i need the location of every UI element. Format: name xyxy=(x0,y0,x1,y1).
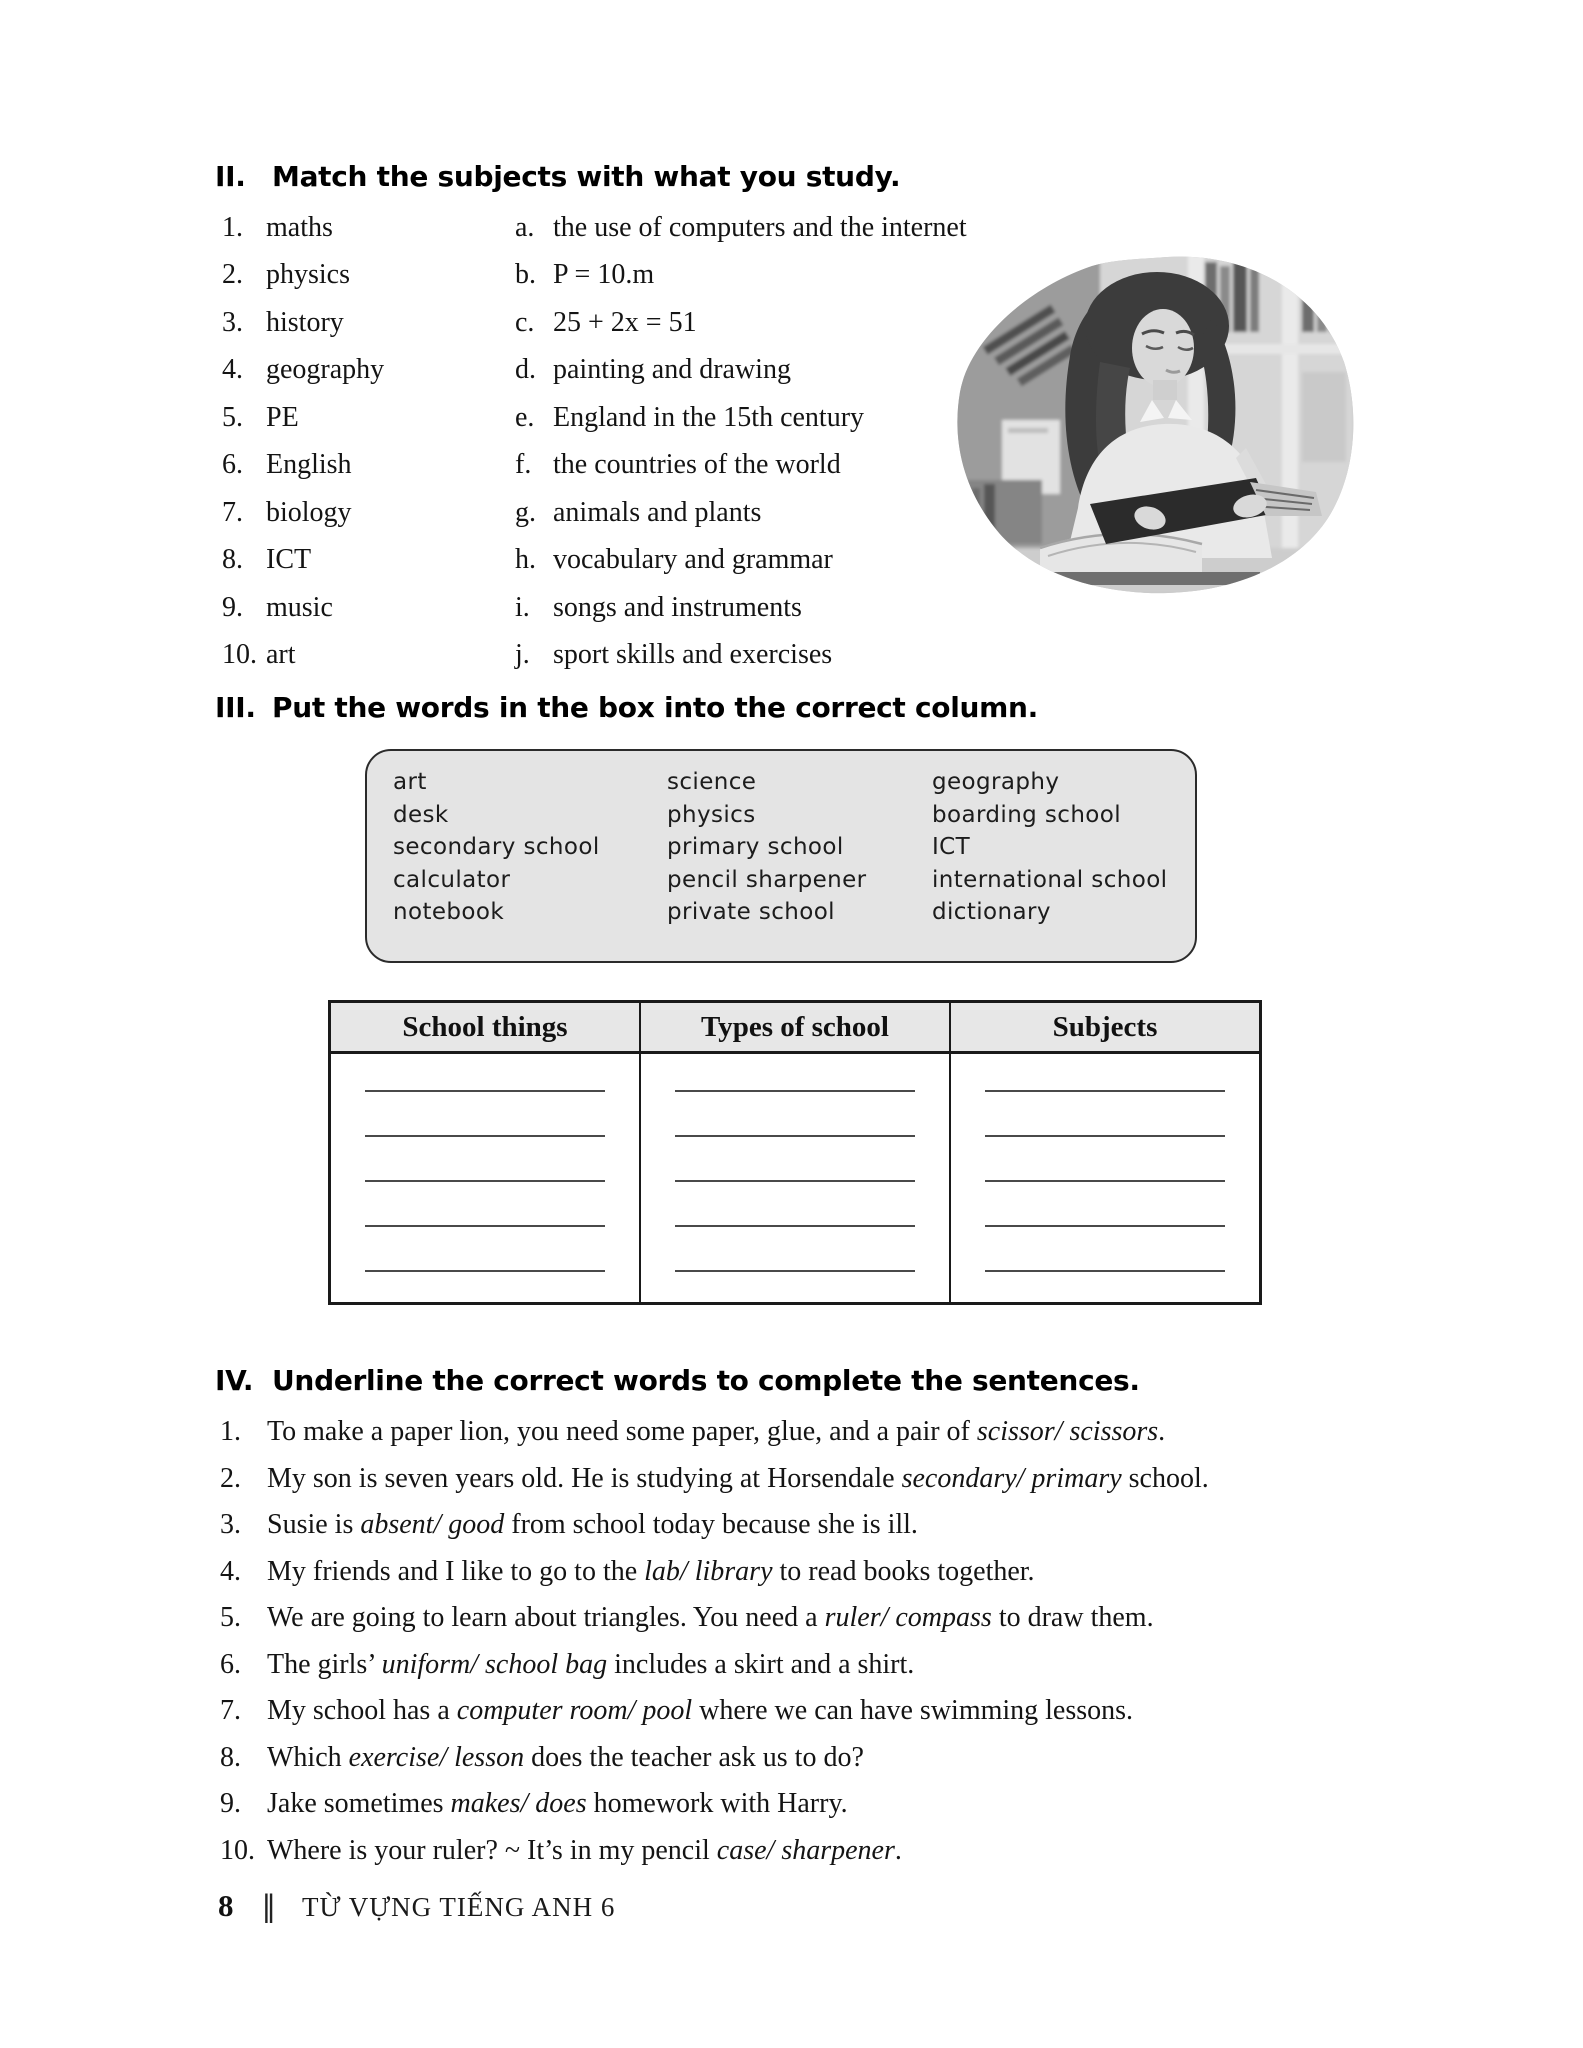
sentence-text xyxy=(267,1416,1430,1448)
sentence-row xyxy=(220,1695,1430,1742)
sentence-segment: includes a skirt and a shirt. xyxy=(607,1648,915,1680)
blank-line xyxy=(365,1180,605,1182)
classification-table xyxy=(328,1000,1262,1305)
section3-heading xyxy=(215,691,1038,724)
match-letter: h. xyxy=(515,544,536,576)
word-box-item: ICT xyxy=(932,834,971,860)
match-number: 1. xyxy=(222,211,243,243)
library-photo xyxy=(950,252,1354,594)
sentence-segment: lab/ library xyxy=(644,1555,773,1587)
sentence-segment: scissor/ scissors xyxy=(976,1416,1159,1447)
match-definition: the use of computers and the internet xyxy=(553,211,967,243)
blank-line xyxy=(985,1090,1225,1092)
sentence-row xyxy=(220,1742,1430,1789)
match-number: 4. xyxy=(222,354,243,386)
match-number: 5. xyxy=(222,401,243,433)
sentence-segment: My son is seven years old. He is studying at Horsendale xyxy=(267,1462,902,1494)
sentence-number: 4. xyxy=(220,1555,241,1587)
blank-line xyxy=(365,1225,605,1227)
sentence-row xyxy=(220,1788,1430,1835)
sentence-segment: school. xyxy=(1121,1462,1209,1494)
blank-line xyxy=(985,1270,1225,1272)
word-box-item: secondary school xyxy=(393,834,600,860)
sentence-segment: To make a paper lion, you need some paper, glue, and a pair of xyxy=(267,1416,977,1447)
sentence-text xyxy=(267,1602,1430,1634)
match-definition: songs and instruments xyxy=(553,591,802,623)
word-box-column xyxy=(667,766,932,961)
match-number: 7. xyxy=(222,496,243,528)
word-box-item: calculator xyxy=(393,866,511,893)
match-row xyxy=(222,204,1342,252)
word-box-item: desk xyxy=(393,801,449,828)
blank-line xyxy=(985,1180,1225,1182)
sentence-text xyxy=(267,1742,1430,1774)
match-subject: music xyxy=(266,591,333,623)
sentence-segment: . xyxy=(1158,1416,1166,1447)
sentence-number: 10. xyxy=(220,1834,255,1866)
match-definition: vocabulary and grammar xyxy=(553,544,833,576)
sentence-segment: My friends and I like to go to the xyxy=(267,1555,645,1587)
word-box-item: geography xyxy=(932,769,1060,795)
sentence-segment: to draw them. xyxy=(991,1602,1154,1633)
sentence-segment: does the teacher ask us to do? xyxy=(524,1741,864,1773)
sentence-text xyxy=(267,1695,1430,1727)
sentence-segment: ruler/ compass xyxy=(824,1602,992,1633)
section4-numeral: IV. xyxy=(215,1364,254,1397)
table-header-row xyxy=(331,1003,1259,1054)
section2-title: Match the subjects with what you study. xyxy=(272,160,901,193)
word-box-item: boarding school xyxy=(932,801,1122,828)
sentence-segment: . xyxy=(894,1834,902,1866)
sentence-text xyxy=(267,1835,1430,1867)
sentence-row xyxy=(220,1463,1430,1510)
match-number: 2. xyxy=(222,259,243,291)
word-box-item: science xyxy=(667,769,757,795)
match-subject: biology xyxy=(266,496,352,528)
word-box-item: international school xyxy=(932,866,1168,893)
blank-line xyxy=(365,1135,605,1137)
blank-line xyxy=(675,1135,915,1137)
blank-line xyxy=(365,1090,605,1092)
sentence-row xyxy=(220,1835,1430,1882)
word-box-item: physics xyxy=(667,801,756,828)
sentence-number: 1. xyxy=(220,1416,241,1447)
sentence-number: 8. xyxy=(220,1741,241,1773)
match-definition: animals and plants xyxy=(553,496,762,528)
word-box-item: notebook xyxy=(393,899,505,925)
table-body-cell xyxy=(331,1054,641,1302)
section4-heading xyxy=(215,1364,1140,1397)
match-number: 3. xyxy=(222,306,243,338)
blank-line xyxy=(985,1225,1225,1227)
sentence-row xyxy=(220,1509,1430,1556)
table-body-cell xyxy=(951,1054,1259,1302)
sentence-segment: Jake sometimes xyxy=(267,1788,451,1819)
match-letter: j. xyxy=(515,639,530,671)
page-footer xyxy=(218,1888,615,1924)
match-number: 9. xyxy=(222,591,243,623)
sentence-number: 9. xyxy=(220,1788,241,1819)
section2-numeral: II. xyxy=(215,160,246,193)
table-body-row xyxy=(331,1054,1259,1302)
sentence-segment: where we can have swimming lessons. xyxy=(692,1695,1134,1726)
sentence-segment: homework with Harry. xyxy=(586,1788,848,1819)
woman-reading-illustration xyxy=(950,252,1354,594)
sentence-segment: secondary/ primary xyxy=(901,1462,1122,1494)
footer-separator: ‖ xyxy=(261,1889,276,1923)
sentence-list xyxy=(220,1416,1430,1881)
sentence-segment: Which xyxy=(267,1741,349,1773)
match-definition: sport skills and exercises xyxy=(553,639,833,671)
match-subject: maths xyxy=(266,211,333,243)
match-letter: a. xyxy=(515,211,535,243)
sentence-segment: makes/ does xyxy=(450,1788,587,1819)
sentence-text xyxy=(267,1788,1430,1820)
sentence-text xyxy=(267,1649,1430,1681)
book-title: TỪ VỰNG TIẾNG ANH 6 xyxy=(302,1892,616,1922)
sentence-segment: exercise/ lesson xyxy=(348,1741,525,1773)
table-header-cell: School things xyxy=(331,1003,641,1051)
sentence-segment: case/ sharpener xyxy=(716,1834,895,1866)
word-box-column xyxy=(932,766,1195,961)
sentence-number: 3. xyxy=(220,1509,241,1540)
match-subject: physics xyxy=(266,259,350,291)
word-box-item: private school xyxy=(667,899,835,925)
sentence-segment: to read books together. xyxy=(772,1555,1035,1587)
match-letter: c. xyxy=(515,306,535,338)
sentence-text xyxy=(267,1556,1430,1588)
match-letter: f. xyxy=(515,449,532,481)
blank-line xyxy=(675,1225,915,1227)
sentence-segment: Susie is xyxy=(267,1509,361,1540)
blank-line xyxy=(675,1090,915,1092)
blank-line xyxy=(675,1270,915,1272)
match-row xyxy=(222,632,1342,680)
table-header-cell: Subjects xyxy=(1052,1010,1158,1043)
match-subject: PE xyxy=(266,401,299,433)
match-letter: d. xyxy=(515,354,536,386)
match-number: 6. xyxy=(222,449,243,481)
match-letter: g. xyxy=(515,496,536,528)
match-letter: i. xyxy=(515,591,530,623)
word-box xyxy=(365,749,1197,963)
sentence-segment: uniform/ school bag xyxy=(381,1648,608,1680)
section2-heading xyxy=(215,160,900,193)
sentence-row xyxy=(220,1649,1430,1696)
sentence-text xyxy=(267,1509,1430,1541)
section3-numeral: III. xyxy=(215,691,256,724)
word-box-item: primary school xyxy=(667,834,844,860)
word-box-column xyxy=(393,766,667,961)
page-number: 8 xyxy=(218,1888,234,1923)
blank-line xyxy=(675,1180,915,1182)
sentence-number: 7. xyxy=(220,1695,241,1726)
match-definition: P = 10.m xyxy=(553,259,655,291)
blank-line xyxy=(985,1135,1225,1137)
word-box-item: art xyxy=(393,769,427,795)
word-box-item: dictionary xyxy=(932,899,1051,925)
match-subject: English xyxy=(266,449,352,481)
sentence-segment: We are going to learn about triangles. You need a xyxy=(267,1602,825,1633)
sentence-number: 5. xyxy=(220,1602,241,1633)
sentence-segment: The girls’ xyxy=(267,1648,382,1680)
section3-title: Put the words in the box into the correct column. xyxy=(272,691,1038,724)
sentence-number: 6. xyxy=(220,1648,241,1680)
blank-line xyxy=(365,1270,605,1272)
table-header-cell: Types of school xyxy=(641,1003,951,1051)
sentence-segment: absent/ good xyxy=(360,1509,505,1540)
sentence-row xyxy=(220,1416,1430,1463)
sentence-segment: computer room/ pool xyxy=(456,1695,693,1726)
sentence-number: 2. xyxy=(220,1462,241,1494)
section4-title: Underline the correct words to complete the sentences. xyxy=(272,1364,1140,1397)
match-definition: painting and drawing xyxy=(553,354,791,386)
match-letter: e. xyxy=(515,401,535,433)
match-definition: 25 + 2x = 51 xyxy=(553,306,697,338)
match-subject: art xyxy=(266,639,296,671)
sentence-row xyxy=(220,1602,1430,1649)
match-letter: b. xyxy=(515,259,536,291)
sentence-segment: from school today because she is ill. xyxy=(504,1509,918,1540)
match-subject: history xyxy=(266,306,344,338)
match-subject: geography xyxy=(266,354,385,386)
match-definition: England in the 15th century xyxy=(553,401,865,433)
table-body-cell xyxy=(641,1054,951,1302)
sentence-row xyxy=(220,1556,1430,1603)
match-definition: the countries of the world xyxy=(553,449,841,481)
match-subject: ICT xyxy=(266,544,312,576)
sentence-text xyxy=(267,1463,1430,1495)
word-box-item: pencil sharpener xyxy=(667,866,867,893)
sentence-segment: My school has a xyxy=(267,1695,457,1726)
match-number: 10. xyxy=(222,639,257,671)
sentence-segment: Where is your ruler? ~ It’s in my pencil xyxy=(267,1834,717,1866)
match-number: 8. xyxy=(222,544,243,576)
